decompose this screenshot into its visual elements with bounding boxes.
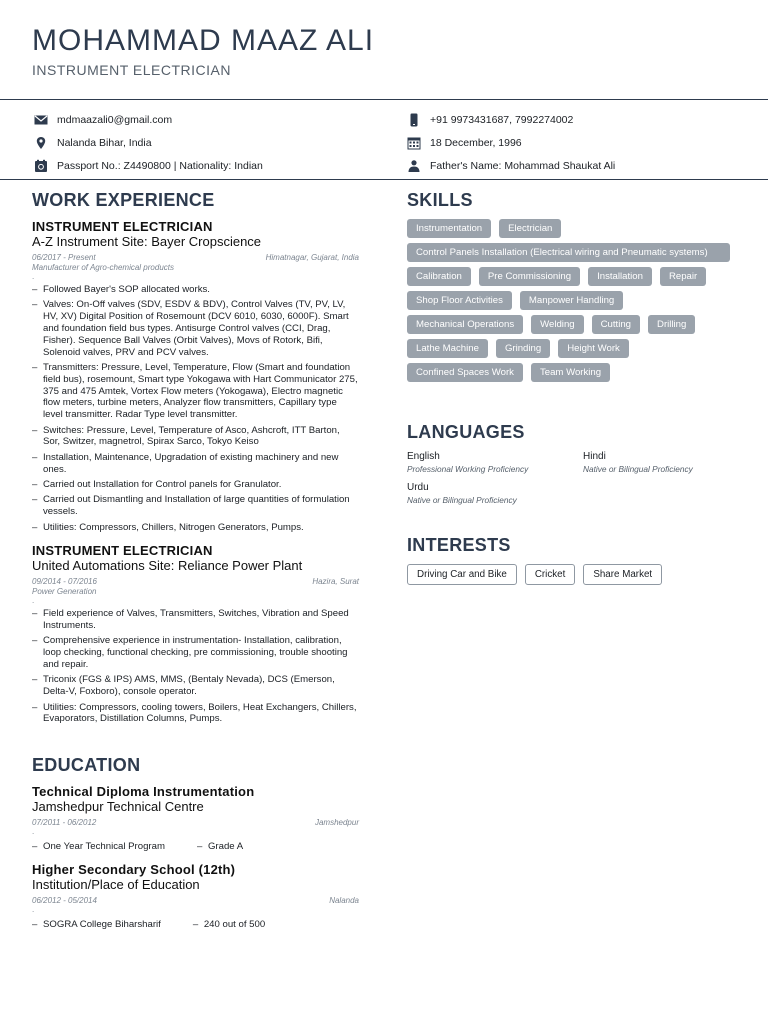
job-location: Himatnagar, Gujarat, India [265,253,359,262]
contact-column-right [407,108,615,177]
job-bullet: – Field experience of Valves, Transmitters, Switches, Vibration and Speed Instruments. [32,608,359,632]
job-title: INSTRUMENT ELECTRICIAN [32,543,213,559]
skills-heading: SKILLS [407,190,473,210]
languages-list [407,451,737,505]
person-icon [407,159,421,173]
job-company: United Automations Site: Reliance Power Plant [32,558,303,574]
job-dot: . [32,272,35,281]
job-bullet: – Switches: Pressure, Level, Temperature of Asco, Ashcroft, ITT Barton, Sor, Switzer, magnetrol, Spirax Sarco, Tokyo Keiso [32,425,359,449]
education-school: Institution/Place of Education [32,877,200,893]
resume-header [32,24,732,78]
job-dates: 06/2017 - Present [32,253,96,262]
work-experience-heading: WORK EXPERIENCE [32,190,215,210]
skill-tag: Pre Commissioning [479,267,580,286]
email-icon [34,113,48,127]
education-meta [32,896,359,905]
contact-location-text: Nalanda Bihar, India [57,136,152,149]
contact-father-text: Father's Name: Mohammad Shaukat Ali [430,159,616,172]
location-pin-icon [34,136,48,150]
skill-tag: Lathe Machine [407,339,488,358]
education-note: – SOGRA College Biharsharif [32,919,161,930]
skills-tags [407,219,737,382]
contact-email-text: mdmaazali0@gmail.com [57,113,173,126]
interests-heading: INTERESTS [407,535,511,555]
candidate-title: INSTRUMENT ELECTRICIAN [32,62,231,78]
education-location: Jamshedpur [314,818,359,828]
skill-tag: Control Panels Installation (Electrical wiring and Pneumatic systems) [407,243,730,262]
education-meta [32,818,359,827]
language-level: Native or Bilingual Proficiency [407,495,517,505]
language-item [583,451,733,474]
education-notes [32,919,359,930]
job-bullet: – Utilities: Compressors, Chillers, Nitrogen Generators, Pumps. [32,522,359,534]
language-level: Professional Working Proficiency [407,464,529,474]
skill-tag: Manpower Handling [520,291,623,310]
skill-tag: Instrumentation [407,219,491,238]
contact-phone-text: +91 9973431687, 7992274002 [430,113,574,126]
contact-passport [34,154,263,177]
job-entry [32,543,359,725]
job-bullet: – Installation, Maintenance, Upgradation of existing machinery and new ones. [32,452,359,476]
contact-father [407,154,615,177]
skill-tag: Cutting [592,315,640,334]
education-location: Nalanda [329,896,359,906]
interest-tag: Driving Car and Bike [407,564,517,585]
job-bullets [32,608,359,725]
interests-list [407,564,737,585]
job-bullets [32,284,359,533]
education-heading: EDUCATION [32,755,141,776]
job-bullet: – Comprehensive experience in instrumentation- Installation, calibration, loop checking, functional checking, pre commissioning, trouble shooting and repair. [32,635,359,670]
contact-column-left [34,108,263,177]
language-item [407,451,583,474]
job-bullet: – Followed Bayer's SOP allocated works. [32,284,359,296]
passport-icon [34,159,48,173]
skill-tag: Grinding [496,339,550,358]
education-dates: 07/2011 - 06/2012 [32,818,97,828]
candidate-name: MOHAMMAD MAAZ ALI [32,24,375,57]
job-meta [32,253,359,262]
job-meta [32,577,359,586]
education-school: Jamshedpur Technical Centre [32,799,204,815]
job-bullet: – Triconix (FGS & IPS) AMS, MMS, (Bentaly Nevada), DCS (Emerson, Delta-V, Foxboro), console operator. [32,674,359,698]
job-bullet: – Utilities: Compressors, cooling towers, Boilers, Heat Exchangers, Chillers, Evaporators, Distillation Columns, Pumps. [32,702,359,726]
skill-tag: Shop Floor Activities [407,291,512,310]
contact-passport-text: Passport No.: Z4490800 | Nationality: Indian [57,159,263,172]
job-bullet: – Carried out Dismantling and Installation of large quantities of formulation vessels. [32,494,359,518]
language-name: English [407,451,440,462]
job-bullet: – Carried out Installation for Control panels for Granulator. [32,479,359,491]
skill-tag: Mechanical Operations [407,315,523,334]
contact-birthdate-text: 18 December, 1996 [430,136,522,149]
contact-birthdate [407,131,615,154]
skill-tag: Confined Spaces Work [407,363,523,382]
education-note: – Grade A [197,841,243,852]
contact-email [34,108,263,131]
education-notes [32,841,359,852]
job-bullet: – Transmitters: Pressure, Level, Temperature, Flow (Smart and foundation field bus), rosemount, Smart type Yokogawa with Hart Communicator 275, 375 and 475 Amtek, Vortex Flow meters (Yokogawa), Electro magnetic flow meters, turbine meters, Analyzer flow transmitters, Capillary type level transmitter. Radar Type level transmitter. [32,362,359,421]
job-location: Hazira, Surat [312,577,359,587]
left-column [32,190,359,940]
job-description: Power Generation [32,587,97,597]
job-dot: . [32,596,35,606]
education-degree: Technical Diploma Instrumentation [32,784,255,800]
language-item [407,482,583,505]
job-description: Manufacturer of Agro-chemical products [32,263,174,272]
education-entry [32,862,359,930]
education-degree: Higher Secondary School (12th) [32,862,236,878]
skill-tag: Calibration [407,267,471,286]
interest-tag: Share Market [583,564,662,585]
skill-tag: Team Working [531,363,610,382]
education-entry [32,784,359,852]
calendar-icon [407,136,421,150]
languages-heading: LANGUAGES [407,422,525,442]
language-name: Urdu [407,482,429,493]
contact-bar [0,99,768,180]
interest-tag: Cricket [525,564,575,585]
skill-tag: Height Work [558,339,629,358]
skill-tag: Electrician [499,219,561,238]
job-title: INSTRUMENT ELECTRICIAN [32,219,213,234]
education-dates: 06/2012 - 05/2014 [32,896,97,906]
job-entry [32,219,359,533]
education-dot: . [32,905,35,915]
job-dates: 09/2014 - 07/2016 [32,577,97,587]
job-bullet: – Valves: On-Off valves (SDV, ESDV & BDV), Control Valves (TV, PV, LV, HV, XV) Digital Position of Rosemount (DCV 6010, 6030, 6000F). Smart and foundation field bus types. Antisurge Control valves (CCI, Drag, Fisher). Sequence Ball Valves (Orbit Valves), Movs of Rotork, Bifi, Solenoid valves, PRV and PCV valves. [32,299,359,358]
phone-icon [407,113,421,127]
job-company: A-Z Instrument Site: Bayer Cropscience [32,234,262,249]
language-level: Native or Bilingual Proficiency [583,464,693,474]
education-note: – One Year Technical Program [32,841,165,852]
skill-tag: Drilling [648,315,695,334]
skill-tag: Welding [531,315,584,334]
contact-phone [407,108,615,131]
skill-tag: Installation [588,267,652,286]
skill-tag: Repair [660,267,706,286]
education-dot: . [32,827,35,837]
contact-location [34,131,263,154]
language-name: Hindi [583,451,606,462]
right-column [407,190,737,585]
education-note: – 240 out of 500 [193,919,265,930]
